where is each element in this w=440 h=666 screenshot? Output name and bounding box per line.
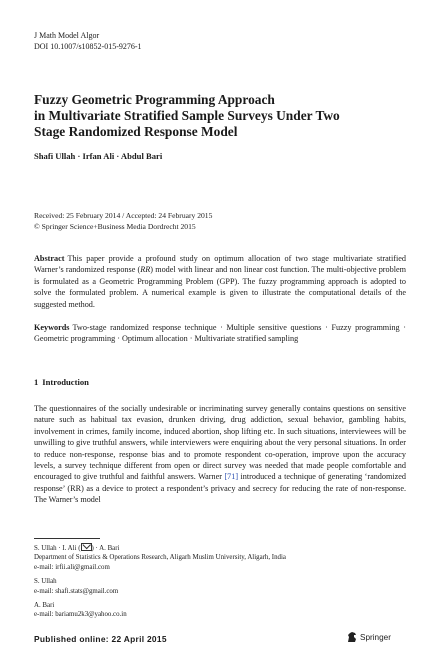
citation-link[interactable]: [71] bbox=[224, 472, 239, 482]
abstract bbox=[34, 253, 406, 310]
keywords-label: Keywords bbox=[34, 323, 70, 332]
doi-link[interactable]: DOI 10.1007/s10852-015-9276-1 bbox=[34, 42, 142, 51]
title-line-2: in Multivariate Stratified Sample Surveys Under Two bbox=[34, 108, 340, 123]
footnote-email-3[interactable]: e-mail: bariamu2k3@yahoo.co.in bbox=[34, 611, 127, 619]
abstract-rr: RR bbox=[140, 265, 151, 275]
footnote-rule bbox=[34, 538, 100, 539]
section-number: 1 bbox=[34, 377, 39, 387]
received-accepted: Received: 25 February 2014 / Accepted: 24 February 2015 bbox=[34, 211, 213, 220]
springer-wordmark: Springer bbox=[360, 632, 391, 642]
intro-text-b: introduced a technique of generating ‘randomized response’ (RR) as a device to protect a respondent’s privacy and secrecy for reducing the rate of non-response. The Warner’s model bbox=[34, 472, 406, 505]
springer-logo bbox=[346, 631, 391, 643]
paper-title bbox=[34, 92, 414, 140]
footnote-email-2[interactable]: e-mail: shafi.stats@gmail.com bbox=[34, 587, 119, 595]
section-heading bbox=[34, 377, 89, 387]
title-line-3: Stage Randomized Response Model bbox=[34, 124, 238, 139]
abstract-text-a: This paper provide a profound study on optimum allocation of two stage multivariate stratified Warner’s randomized response ( bbox=[34, 254, 406, 275]
envelope-icon bbox=[81, 543, 92, 551]
footnote-email-1[interactable]: e-mail: irfii.ali@gmail.com bbox=[34, 563, 110, 571]
footnote-dept: Department of Statistics & Operations Research, Aligarh Muslim University, Aligarh, India bbox=[34, 554, 286, 562]
article-dates bbox=[34, 211, 212, 232]
footnote-authors-b: ) · A. Bari bbox=[91, 545, 120, 552]
journal-header bbox=[34, 30, 142, 52]
abstract-label: Abstract bbox=[34, 254, 65, 263]
springer-horse-icon bbox=[346, 631, 358, 643]
footnote-authors bbox=[34, 543, 406, 553]
copyright-line: © Springer Science+Business Media Dordrecht 2015 bbox=[34, 221, 196, 231]
footnote-authors-a: S. Ullah · I. Ali ( bbox=[34, 545, 81, 552]
author-footnotes bbox=[34, 543, 406, 620]
intro-paragraph bbox=[34, 403, 406, 506]
intro-text-a: The questionnaires of the socially undesirable or incriminating survey generally contains questions on sensitive nature such as habitual tax evasion, drunken driving, drug addiction, sexual behavior, gambling habits, involvement in crimes, family income, induced abortion, shop lifting etc. In such situations, interviewees will be unwilling to give truthful answers, while interviewers were enquiring about the very personal situations. In order to reduce non-response, response bias and to promote respondent co-operation, improve upon the accuracy levels, a survey technique different from open or direct survey was needed that made people comfortable and encouraged to give truthful and faithful answers. Warner bbox=[34, 404, 406, 482]
section-title: Introduction bbox=[42, 377, 89, 387]
keywords-text: Two-stage randomized response technique · Multiple sensitive questions · Fuzzy programming · Geometric programming · Optimum allocation · Multivariate stratified sampling bbox=[34, 323, 406, 344]
abstract-text-b: ) model with linear and non linear cost function. The multi-objective problem is formulated as a Geometric Programming Problem (GPP). The fuzzy programming approach is adopted to solve the formulated problem. A numerical example is given to illustrate the computational details of the suggested method. bbox=[34, 265, 406, 309]
keywords bbox=[34, 322, 406, 345]
footnote-name-2: S. Ullah bbox=[34, 578, 57, 586]
footnote-name-3: A. Bari bbox=[34, 602, 55, 610]
title-line-1: Fuzzy Geometric Programming Approach bbox=[34, 92, 275, 107]
author-list: Shafi Ullah · Irfan Ali · Abdul Bari bbox=[34, 151, 163, 161]
published-online: Published online: 22 April 2015 bbox=[34, 634, 167, 644]
journal-name: J Math Model Algor bbox=[34, 31, 100, 40]
